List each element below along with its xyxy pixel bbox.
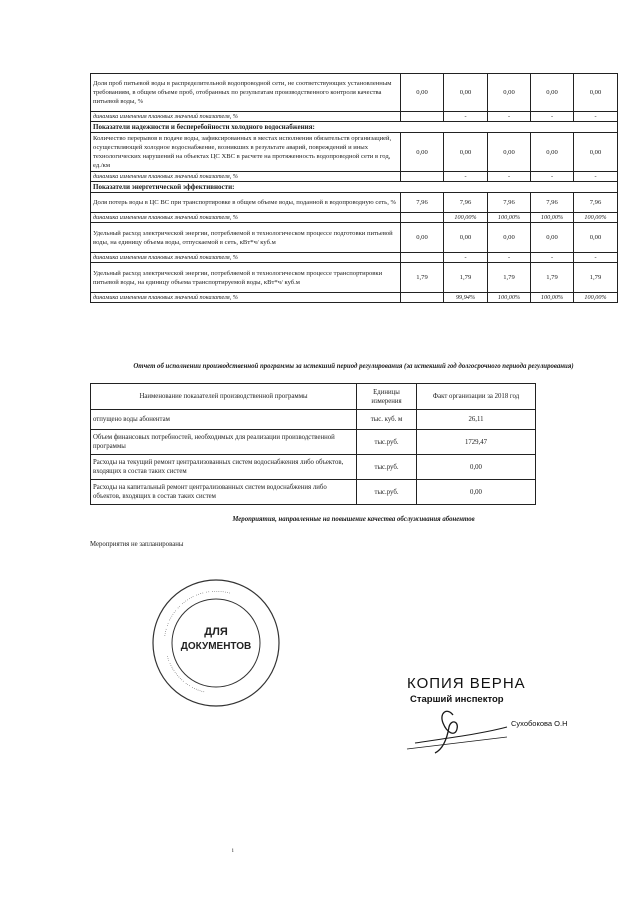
- measures-text: Мероприятия не запланированы: [90, 541, 184, 548]
- table-row: [91, 74, 618, 112]
- row-unit: тыс. куб. м: [357, 410, 417, 430]
- indicator-label: Удельный расход электрической энергии, потребляемой в технологическом процессе подготовки питьевой воды, на единицу объема воды, отпускаемой в сеть, кВт*ч/ куб.м: [91, 223, 401, 253]
- dynamics-row: [91, 253, 618, 263]
- report-title: Отчет об исполнении производственной программы за истекший период регулирования (за истекший год долгосрочного периода регулирования): [133, 363, 574, 370]
- indicator-value: 1,79: [401, 263, 444, 293]
- indicator-label: Удельный расход электрической энергии, потребляемой в технологическом процессе транспортировки питьевой воды, на единицу объема транспортируемой воды, кВт*ч/ куб.м: [91, 263, 401, 293]
- row-value: 0,00: [417, 455, 536, 480]
- row-label: отпущено воды абонентам: [91, 410, 357, 430]
- table-row: [91, 263, 618, 293]
- indicator-value: -: [488, 112, 531, 122]
- row-value: 1729,47: [417, 430, 536, 455]
- indicator-value: [401, 293, 444, 303]
- indicator-label: Количество перерывов в подаче воды, зафиксированных в местах исполнения обязательств организацией, осуществляющей холодное водоснабжение, возникших в результате аварий, повреждений и иных технологических нарушений на объектах ЦС ХВС в расчете на протяженность водопроводной сети в год, ед./км: [91, 133, 401, 172]
- indicator-value: 0,00: [401, 223, 444, 253]
- copy-true-stamp: КОПИЯ ВЕРНА: [407, 675, 526, 692]
- row-label: Расходы на капитальный ремонт централизованных систем водоснабжения либо объектов, входящих в состав таких систем: [91, 480, 357, 505]
- indicator-value: 0,00: [574, 74, 618, 112]
- dynamics-row: [91, 112, 618, 122]
- dynamics-label: динамика изменения плановых значений показателя, %: [91, 293, 401, 303]
- indicator-value: 0,00: [488, 133, 531, 172]
- indicator-value: [401, 213, 444, 223]
- row-unit: тыс.руб.: [357, 430, 417, 455]
- row-value: 0,00: [417, 480, 536, 505]
- indicator-value: -: [531, 253, 574, 263]
- table-row: [91, 223, 618, 253]
- header-fact: Факт организации за 2018 год: [417, 384, 536, 410]
- indicator-value: [401, 172, 444, 182]
- table-row: [91, 410, 536, 430]
- indicator-value: 0,00: [574, 223, 618, 253]
- row-label: Объем финансовых потребностей, необходимых для реализации производственной программы: [91, 430, 357, 455]
- svg-text:···· ·· ······ ·· ······· ····: ···· ·· ······ ·· ······· ···· ·· ·········: [161, 587, 232, 638]
- dynamics-row: [91, 213, 618, 223]
- section-header: Показатели надежности и бесперебойности холодного водоснабжения:: [91, 122, 618, 133]
- svg-text:··· ············ ··· ·······: ··· ············ ··· ·······: [163, 654, 206, 696]
- indicator-value: 100,00%: [444, 213, 488, 223]
- header-units: Единицы измерения: [357, 384, 417, 410]
- row-value: 26,11: [417, 410, 536, 430]
- indicator-value: 0,00: [488, 74, 531, 112]
- indicator-value: -: [444, 253, 488, 263]
- indicator-value: 0,00: [574, 133, 618, 172]
- indicator-value: 1,79: [444, 263, 488, 293]
- indicator-value: -: [488, 172, 531, 182]
- indicator-value: 99,94%: [444, 293, 488, 303]
- measures-title: Мероприятия, направленные на повышение качества обслуживания абонентов: [232, 516, 475, 523]
- table-row: [91, 133, 618, 172]
- indicator-value: 0,00: [531, 133, 574, 172]
- indicator-value: -: [574, 112, 618, 122]
- dynamics-label: динамика изменения плановых значений показателя, %: [91, 172, 401, 182]
- stamp-line-2: ДОКУМЕНТОВ: [180, 641, 252, 652]
- inspector-name: Сухобокова О.Н: [511, 719, 568, 728]
- table-row: [91, 455, 536, 480]
- indicator-value: 7,96: [401, 193, 444, 213]
- indicator-value: 0,00: [531, 74, 574, 112]
- section-header-row: [91, 122, 618, 133]
- indicator-value: 7,96: [531, 193, 574, 213]
- indicator-value: 100,00%: [531, 293, 574, 303]
- table-row: [91, 480, 536, 505]
- stamp-line-1: ДЛЯ: [204, 626, 228, 638]
- row-unit: тыс.руб.: [357, 455, 417, 480]
- stamp-seal: [146, 573, 286, 713]
- indicator-value: -: [574, 253, 618, 263]
- indicator-value: 0,00: [531, 223, 574, 253]
- indicator-value: 7,96: [488, 193, 531, 213]
- dynamics-row: [91, 293, 618, 303]
- indicator-value: -: [531, 172, 574, 182]
- indicator-value: -: [444, 172, 488, 182]
- indicator-value: 0,00: [488, 223, 531, 253]
- indicator-value: 1,79: [531, 263, 574, 293]
- program-report-table: [90, 383, 536, 505]
- table-header-row: [91, 384, 536, 410]
- indicator-value: 100,00%: [531, 213, 574, 223]
- row-unit: тыс.руб.: [357, 480, 417, 505]
- table-row: [91, 193, 618, 213]
- indicator-value: -: [531, 112, 574, 122]
- dynamics-row: [91, 172, 618, 182]
- row-label: Расходы на текущий ремонт централизованных систем водоснабжения либо объектов, входящих в состав таких систем: [91, 455, 357, 480]
- indicator-value: 100,00%: [574, 213, 618, 223]
- indicator-value: 7,96: [444, 193, 488, 213]
- indicator-value: -: [488, 253, 531, 263]
- indicator-value: 1,79: [488, 263, 531, 293]
- dynamics-label: динамика изменения плановых значений показателя, %: [91, 112, 401, 122]
- page-mark: i: [232, 848, 234, 854]
- indicator-value: 0,00: [444, 74, 488, 112]
- indicator-label: Доля потерь воды в ЦС ВС при транспортировке в общем объеме воды, поданной в водопроводную сеть, %: [91, 193, 401, 213]
- indicator-value: 100,00%: [574, 293, 618, 303]
- indicator-value: [401, 253, 444, 263]
- section-header: Показатели энергетической эффективности:: [91, 182, 618, 193]
- indicators-table: [90, 73, 618, 303]
- indicator-value: -: [444, 112, 488, 122]
- indicator-value: 0,00: [444, 133, 488, 172]
- indicator-value: 1,79: [574, 263, 618, 293]
- header-indicator-name: Наименование показателей производственной программы: [91, 384, 357, 410]
- table-row: [91, 430, 536, 455]
- indicator-value: 0,00: [444, 223, 488, 253]
- indicator-value: [401, 112, 444, 122]
- inspector-position: Старший инспектор: [410, 694, 504, 705]
- indicator-value: 100,00%: [488, 213, 531, 223]
- dynamics-label: динамика изменения плановых значений показателя, %: [91, 213, 401, 223]
- indicator-value: 0,00: [401, 74, 444, 112]
- handwritten-signature: [395, 703, 575, 758]
- indicator-label: Доля проб питьевой воды в распределительной водопроводной сети, не соответствующих установленным требованиям, в общем объеме проб, отобранных по результатам производственного контроля качества питьевой воды, %: [91, 74, 401, 112]
- section-header-row: [91, 182, 618, 193]
- indicator-value: 7,96: [574, 193, 618, 213]
- indicator-value: 0,00: [401, 133, 444, 172]
- dynamics-label: динамика изменения плановых значений показателя, %: [91, 253, 401, 263]
- indicator-value: -: [574, 172, 618, 182]
- indicator-value: 100,00%: [488, 293, 531, 303]
